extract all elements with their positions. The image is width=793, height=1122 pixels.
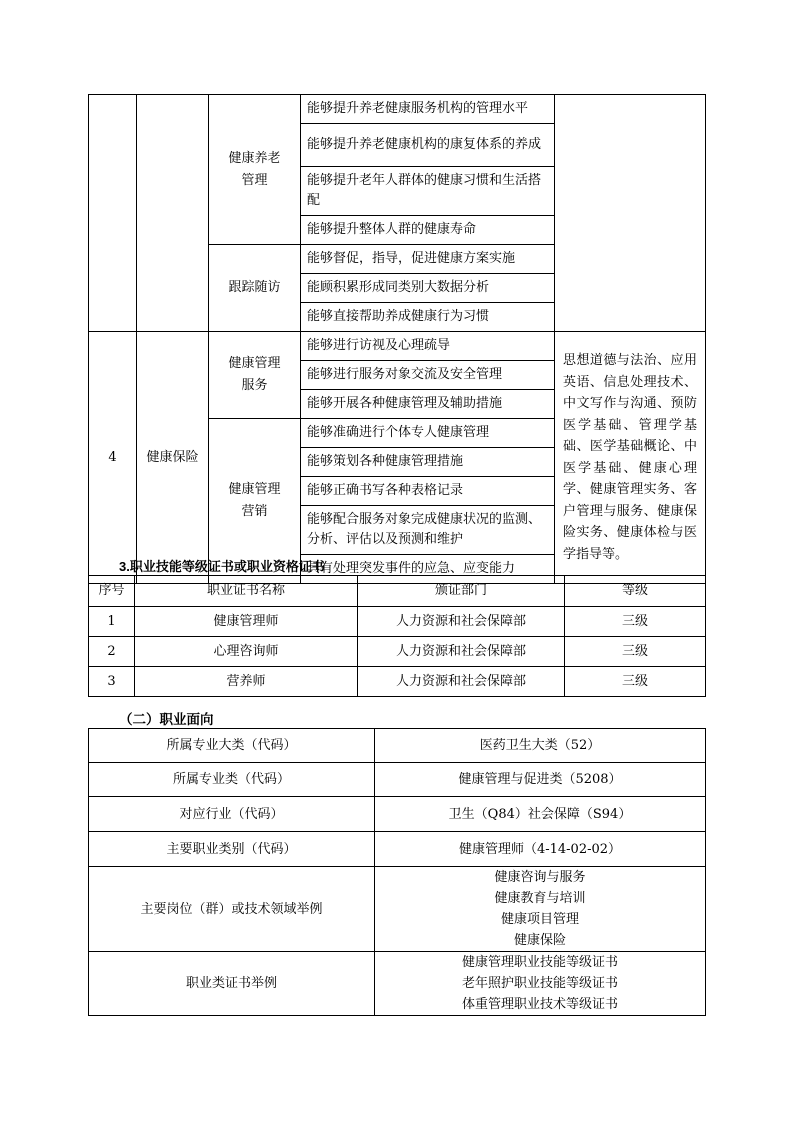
certificate-table	[88, 575, 706, 697]
cell: 营养师	[135, 667, 358, 697]
table-row	[89, 607, 706, 637]
row-number: 4	[89, 332, 137, 584]
ability-item: 能够进行服务对象交流及安全管理	[301, 361, 555, 390]
row-label: 所属专业类（代码）	[89, 763, 375, 797]
module-name: 健康管理营销	[209, 419, 301, 584]
row-label: 职业类证书举例	[89, 952, 375, 1016]
list-item: 体重管理职业技术等级证书	[461, 997, 618, 1012]
list-item: 健康项目管理	[500, 912, 579, 927]
ability-item: 能够配合服务对象完成健康状况的监测、分析、评估以及预测和维护	[301, 506, 555, 555]
courses-list: 思想道德与法治、应用英语、信息处理技术、中文写作与沟通、预防医学基础、管理学基础、医学基础概论、中医学基础、健康心理学、健康管理实务、客户管理与服务、健康保险实务、健康体检与医学指导等。	[555, 332, 706, 584]
ability-item: 能够准确进行个体专人健康管理	[301, 419, 555, 448]
cell: 3	[89, 667, 135, 697]
number-cell-empty	[89, 95, 137, 332]
ability-item: 能够直接帮助养成健康行为习惯	[301, 303, 555, 332]
list-item: 健康管理职业技能等级证书	[461, 955, 618, 970]
ability-item: 具有处理突发事件的应急、应变能力	[301, 555, 555, 584]
module-name: 健康管理服务	[209, 332, 301, 419]
list-item: 健康教育与培训	[494, 891, 586, 906]
competency-table	[88, 94, 706, 584]
ability-item: 能够提升整体人群的健康寿命	[301, 216, 555, 245]
area-cell-empty	[137, 95, 209, 332]
section-heading-career: （二）职业面向	[119, 712, 214, 728]
row-label: 所属专业大类（代码）	[89, 729, 375, 763]
cell: 三级	[565, 637, 706, 667]
career-table	[88, 728, 706, 1016]
table-row	[89, 637, 706, 667]
row-value: 医药卫生大类（52）	[375, 729, 706, 763]
table-row	[89, 797, 706, 832]
row-value: 卫生（Q84）社会保障（S94）	[375, 797, 706, 832]
section-heading-certificates	[119, 556, 325, 575]
ability-item: 能够策划各种健康管理措施	[301, 448, 555, 477]
ability-item: 能够提升养老健康服务机构的管理水平	[301, 95, 555, 124]
positions-list	[375, 867, 706, 952]
header-cell: 序号	[89, 576, 135, 607]
list-item: 老年照护职业技能等级证书	[461, 976, 618, 991]
cell: 人力资源和社会保障部	[358, 667, 565, 697]
ability-item: 能够督促，指导，促进健康方案实施	[301, 245, 555, 274]
cell: 三级	[565, 667, 706, 697]
ability-item: 能够提升养老健康机构的康复体系的养成	[301, 124, 555, 167]
courses-cell-empty	[555, 95, 706, 332]
cell: 心理咨询师	[135, 637, 358, 667]
row-label: 主要岗位（群）或技术领域举例	[89, 867, 375, 952]
table-row	[89, 95, 706, 124]
cell: 人力资源和社会保障部	[358, 607, 565, 637]
table-header-row	[89, 576, 706, 607]
ability-item: 能够进行访视及心理疏导	[301, 332, 555, 361]
row-value: 健康管理与促进类（5208）	[375, 763, 706, 797]
header-cell: 等级	[565, 576, 706, 607]
list-item: 健康保险	[513, 933, 566, 948]
header-cell: 职业证书名称	[135, 576, 358, 607]
table-row	[89, 832, 706, 867]
section-number: 3.	[119, 559, 130, 574]
table-row	[89, 952, 706, 1016]
row-label: 主要职业类别（代码）	[89, 832, 375, 867]
cell: 健康管理师	[135, 607, 358, 637]
table-row	[89, 763, 706, 797]
certificates-list	[375, 952, 706, 1016]
ability-item: 能够正确书写各种表格记录	[301, 477, 555, 506]
ability-item: 能够提升老年人群体的健康习惯和生活搭配	[301, 167, 555, 216]
ability-item: 能够开展各种健康管理及辅助措施	[301, 390, 555, 419]
section-title: 职业技能等级证书或职业资格证书	[129, 560, 325, 575]
area-name: 健康保险	[137, 332, 209, 584]
cell: 人力资源和社会保障部	[358, 637, 565, 667]
module-name: 跟踪随访	[209, 245, 301, 332]
cell: 1	[89, 607, 135, 637]
module-name: 健康养老管理	[209, 95, 301, 245]
list-item: 健康咨询与服务	[494, 870, 586, 885]
table-row	[89, 667, 706, 697]
cell: 2	[89, 637, 135, 667]
table-row	[89, 729, 706, 763]
cell: 三级	[565, 607, 706, 637]
row-label: 对应行业（代码）	[89, 797, 375, 832]
table-row	[89, 867, 706, 952]
ability-item: 能顾积累形成同类别大数据分析	[301, 274, 555, 303]
row-value: 健康管理师（4-14-02-02）	[375, 832, 706, 867]
header-cell: 颁证部门	[358, 576, 565, 607]
table-row	[89, 332, 706, 361]
